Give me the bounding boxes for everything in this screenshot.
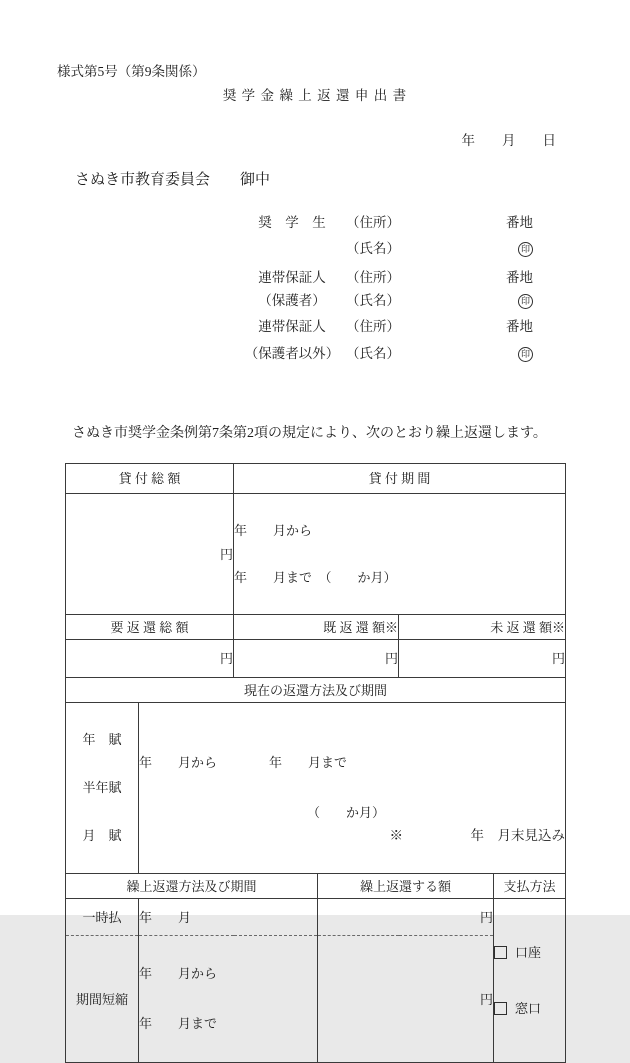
signer-row-guarantor2-name — [240, 346, 533, 362]
payment-method-header-cell: 支払方法 — [494, 874, 566, 899]
loan-total-header-cell: 貸 付 総 額 — [66, 464, 234, 494]
date-line: 年 月 日 — [461, 133, 556, 148]
addressee: さぬき市教育委員会 御中 — [75, 172, 271, 188]
name-label: （氏名） — [346, 241, 400, 257]
seal-icon: 印 — [518, 242, 533, 257]
payment-option-account — [494, 945, 565, 961]
declaration-text: さぬき市奨学金条例第7条第2項の規定により、次のとおり繰上返還します。 — [72, 426, 547, 441]
loan-period-from: 年 月から — [234, 523, 313, 538]
early-amount-header-cell: 繰上返還する額 — [318, 874, 494, 899]
payment-option-label: 口座 — [515, 945, 542, 960]
repaid-amount-cell: 円 — [234, 640, 399, 678]
name-label: （氏名） — [346, 293, 400, 309]
payment-option-window — [494, 1001, 565, 1017]
shorten-period-from: 年 月から — [139, 966, 218, 981]
name-label: （氏名） — [346, 346, 400, 362]
payment-options-cell — [494, 899, 566, 1063]
repayment-table — [65, 463, 566, 1063]
lump-sum-label-cell: 一時払 — [66, 899, 139, 936]
current-method-options-cell — [66, 703, 139, 874]
role-label: 奨 学 生 — [258, 215, 326, 231]
current-method-header-cell: 現在の返還方法及び期間 — [66, 678, 566, 703]
loan-period-to: 年 月まで （ か月） — [234, 570, 397, 585]
loan-period-value-cell — [234, 494, 566, 615]
lump-sum-period-cell: 年 月 — [139, 899, 318, 936]
shorten-label-cell: 期間短縮 — [66, 936, 139, 1063]
current-period-cell — [139, 703, 566, 874]
loan-total-amount-cell: 円 — [66, 494, 234, 615]
method-semiannual: 半年賦 — [82, 780, 122, 795]
role-label: 連帯保証人 — [258, 319, 326, 335]
address-label: （住所） — [346, 215, 400, 231]
address-label: （住所） — [346, 319, 400, 335]
seal-icon: 印 — [518, 294, 533, 309]
address-label: （住所） — [346, 270, 400, 286]
current-period-months: （ か月） — [307, 805, 386, 820]
unrepaid-header-cell: 未 返 還 額※ — [399, 615, 566, 640]
role-label: 連帯保証人 — [258, 270, 326, 286]
signer-row-student-address — [240, 215, 533, 231]
payment-option-label: 窓口 — [515, 1001, 542, 1016]
page-title: 奨 学 金 繰 上 返 還 申 出 書 — [222, 88, 408, 103]
role-label: （保護者） — [258, 293, 326, 309]
unrepaid-amount-cell: 円 — [399, 640, 566, 678]
checkbox-account-icon — [494, 946, 507, 959]
seal-icon: 印 — [518, 347, 533, 362]
method-annual: 年 賦 — [82, 732, 122, 747]
shorten-period-to: 年 月まで — [139, 1016, 218, 1031]
repaid-header-cell: 既 返 還 額※ — [234, 615, 399, 640]
lump-sum-amount-cell: 円 — [318, 899, 494, 936]
banchi-label: 番地 — [506, 319, 533, 335]
signer-row-guarantor1-address — [240, 270, 533, 286]
footnote: ※ 年 月末見込み — [389, 828, 565, 843]
signer-row-guarantor1-name — [240, 293, 533, 309]
form-number: 様式第5号（第9条関係） — [57, 64, 206, 79]
banchi-label: 番地 — [506, 270, 533, 286]
loan-period-header-cell: 貸 付 期 間 — [234, 464, 566, 494]
repay-total-amount-cell: 円 — [66, 640, 234, 678]
method-monthly: 月 賦 — [82, 828, 122, 843]
signer-row-student-name — [240, 241, 533, 257]
shorten-amount-cell: 円 — [318, 936, 494, 1063]
early-method-header-cell: 繰上返還方法及び期間 — [66, 874, 318, 899]
banchi-label: 番地 — [506, 215, 533, 231]
checkbox-window-icon — [494, 1002, 507, 1015]
shorten-period-cell — [139, 936, 318, 1063]
repay-total-header-cell: 要 返 還 総 額 — [66, 615, 234, 640]
role-label: （保護者以外） — [244, 346, 340, 362]
current-period-range: 年 月から 年 月まで — [139, 755, 348, 770]
signer-row-guarantor2-address — [240, 319, 533, 335]
